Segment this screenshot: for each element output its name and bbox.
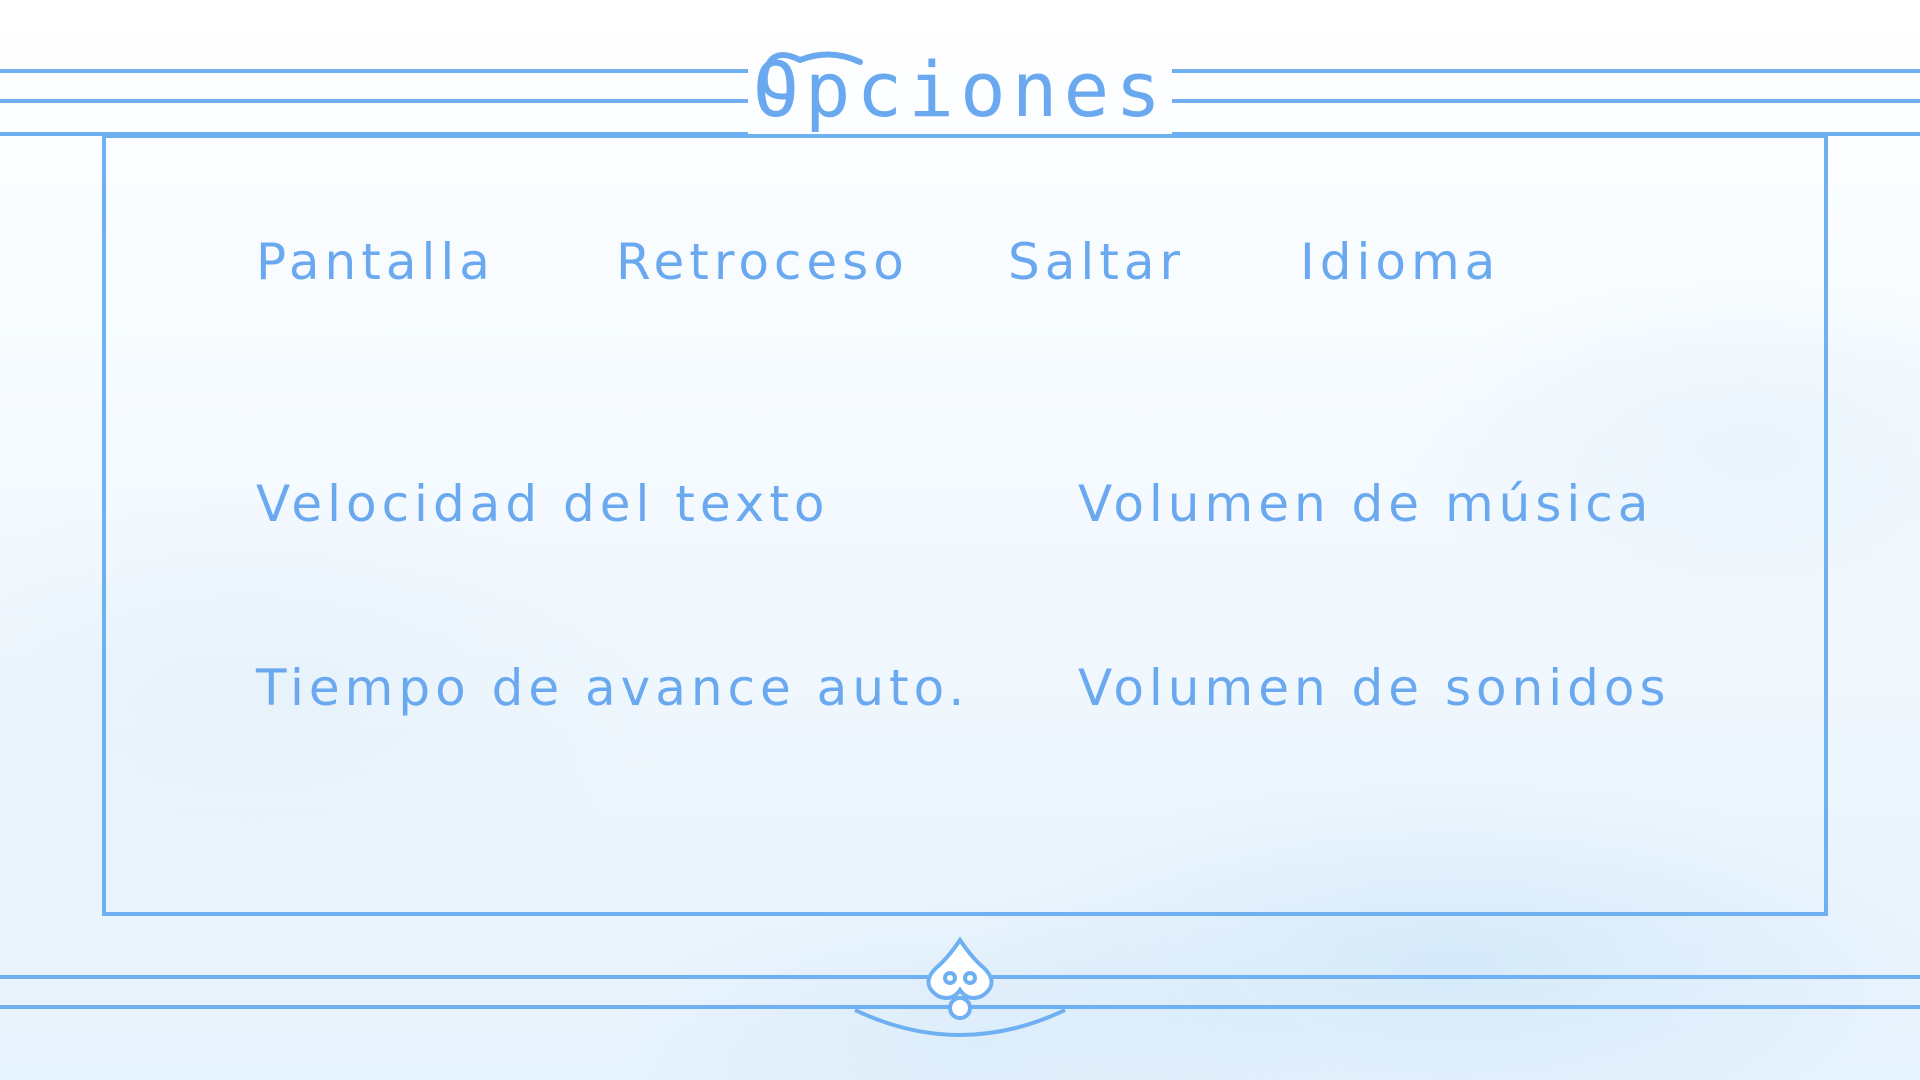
- tab-pantalla[interactable]: Pantalla: [256, 233, 495, 291]
- setting-music-volume[interactable]: Volumen de música: [1078, 475, 1654, 533]
- setting-sound-volume[interactable]: Volumen de sonidos: [1078, 659, 1671, 717]
- page-title: [750, 40, 1170, 140]
- page-title-text: Opciones: [752, 45, 1168, 134]
- tab-retroceso[interactable]: Retroceso: [616, 233, 909, 291]
- bottom-ornament-icon: [855, 940, 1065, 1035]
- tab-saltar[interactable]: Saltar: [1008, 233, 1186, 291]
- setting-auto-advance-time[interactable]: Tiempo de avance auto.: [256, 659, 970, 717]
- setting-text-speed[interactable]: Velocidad del texto: [256, 475, 830, 533]
- tab-idioma[interactable]: Idioma: [1300, 233, 1501, 291]
